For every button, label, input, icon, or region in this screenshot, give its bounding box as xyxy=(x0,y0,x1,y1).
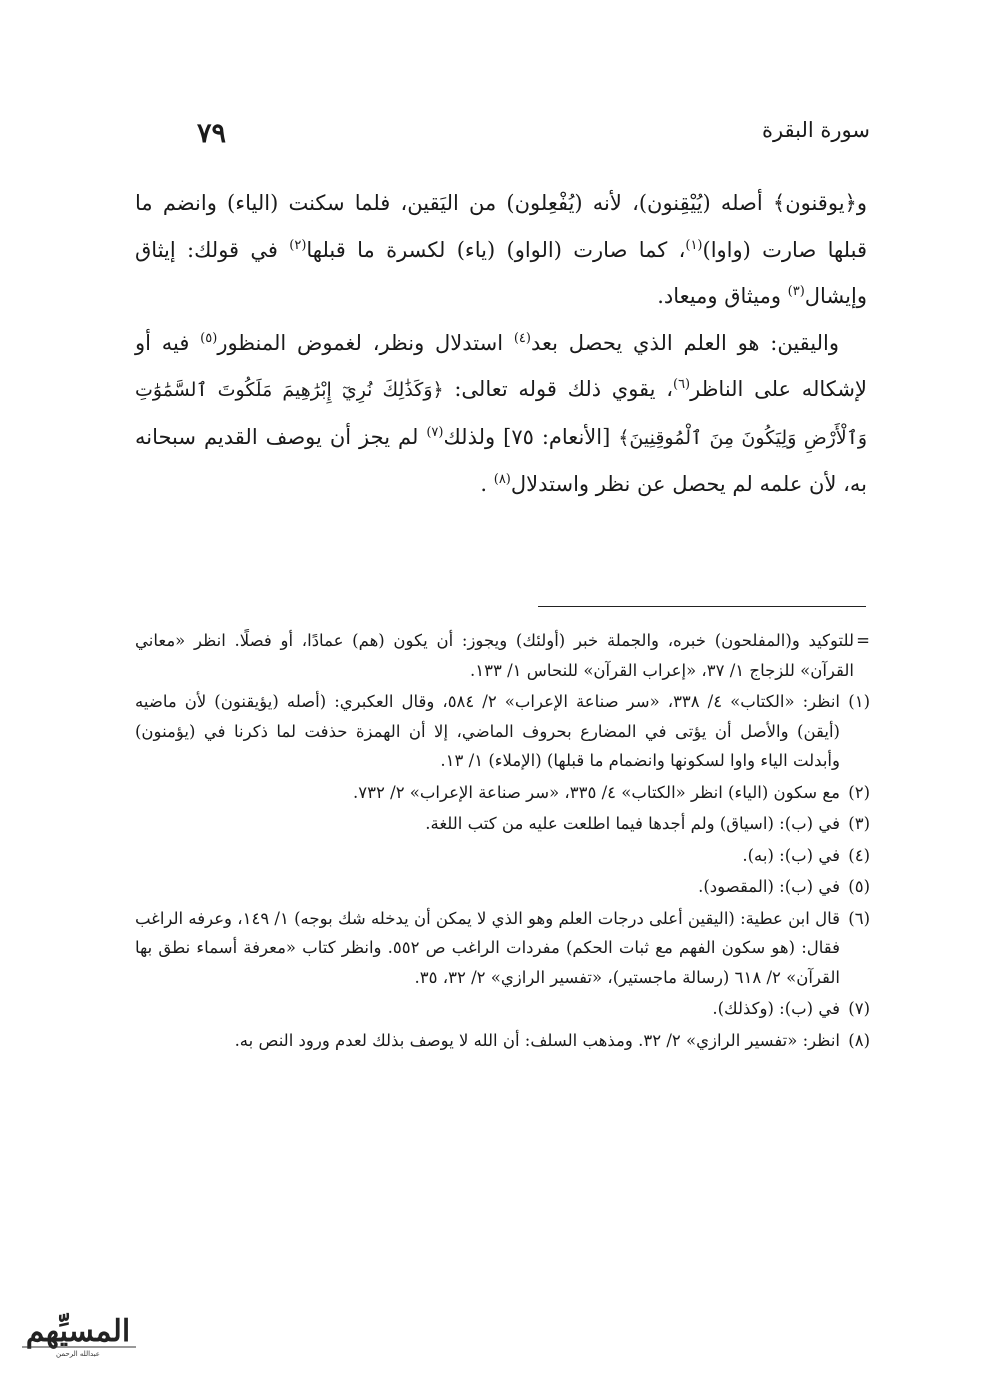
footnote-item xyxy=(135,687,870,776)
text-segment: ، كما صارت (الواو) (ياء) لكسرة ما قبلها xyxy=(306,237,686,262)
footnote-ref[interactable]: (٧) xyxy=(426,424,444,440)
continuation-mark: = xyxy=(856,631,870,650)
footnotes-section xyxy=(135,626,870,1057)
footnote-number: (٥) xyxy=(848,877,870,896)
footnote-item xyxy=(135,778,870,808)
footnote-divider xyxy=(538,606,866,607)
footnote-number: (٢) xyxy=(848,782,870,802)
quran-verse: ﴿وَكَذَٰلِكَ نُرِيٓ إِبْرَٰهِيمَ مَلَكُوتَ ٱلسَّمَٰوَٰتِ وَٱلْأَرْضِ وَلِيَكُونَ مِنَ ٱلْمُوقِنِينَ﴾ xyxy=(135,379,868,449)
text-segment: في قولك: إيثاق وإيشال xyxy=(135,237,867,308)
stamp-small-text: عبدالله الرحمن xyxy=(56,1350,100,1358)
page-number: ٧٩ xyxy=(197,118,227,149)
footnote-number: (٨) xyxy=(848,1030,870,1050)
paragraph-yaqin xyxy=(135,320,867,508)
footnote-ref[interactable]: (٥) xyxy=(200,330,218,346)
footnote-number: (٦) xyxy=(848,908,870,928)
footnote-number: (٣) xyxy=(848,814,870,833)
main-text xyxy=(135,180,867,508)
text-segment: و﴿يوقنون﴾ أصله (يُيْقِنون)، لأنه (يُفْعِلون) من اليَقين، فلما سكنت (الياء) وانضم ما قبلها صارت (واوا) xyxy=(135,191,868,262)
footnote-item xyxy=(135,1026,870,1056)
footnote-number: (١) xyxy=(848,692,870,711)
footnote-ref[interactable]: (٤) xyxy=(513,330,531,346)
footnote-ref[interactable]: (٨) xyxy=(493,472,511,487)
text-segment: واليقين: هو العلم الذي يحصل بعد xyxy=(530,330,840,355)
library-stamp-logo xyxy=(8,1303,148,1359)
footnote-text: انظر: «تفسير الرازي» ٢/ ٣٢. ومذهب السلف: أن الله لا يوصف بذلك لعدم ورود النص به. xyxy=(234,1030,840,1050)
footnote-ref[interactable]: (٣) xyxy=(787,284,805,299)
text-segment: [الأنعام: ٧٥] ولذلك xyxy=(443,424,619,449)
text-segment: استدلال ونظر، لغموض المنظور xyxy=(217,330,514,355)
text-segment: . xyxy=(480,472,494,496)
surah-title: سورة البقرة xyxy=(761,118,870,142)
footnote-item xyxy=(135,872,870,902)
text-segment: وميثاق وميعاد. xyxy=(657,284,788,308)
footnote-text: قال ابن عطية: (اليقين أعلى درجات العلم وهو الذي لا يمكن أن يدخله شك بوجه) ١/ ١٤٩، وعرفه الراغب فقال: (هو سكون الفهم مع ثبات الحكم) مفردات الراغب ص ٥٥٢. وانظر كتاب «معرفة أسماء نطق بها القرآن» ٢/ ٦١٨ (رسالة ماجستير)، «تفسير الرازي» ٢/ ٣٢، ٣٥. xyxy=(134,908,840,987)
footnote-ref[interactable]: (٦) xyxy=(672,377,691,392)
text-segment: ، يقوي ذلك قوله تعالى: xyxy=(443,377,673,401)
footnote-ref[interactable]: (٢) xyxy=(289,237,307,253)
footnote-item xyxy=(135,841,870,871)
footnote-number: (٤) xyxy=(848,845,870,865)
footnote-item xyxy=(135,809,870,839)
footnote-text: في (ب): (المقصود). xyxy=(698,877,840,896)
footnote-ref[interactable]: (١) xyxy=(685,237,703,253)
stamp-main-text: المسيِّهم xyxy=(25,1314,131,1349)
running-header xyxy=(135,118,870,158)
footnote-text: انظر: «الكتاب» ٤/ ٣٣٨، «سر صناعة الإعراب» ٢/ ٥٨٤، وقال العكبري: (أصله (يؤيقنون) لأن ماضيه (أيقن) والأصل أن يؤتى في المضارع بحروف الماضي، إلا أن الهمزة حذفت لما ذكرنا في (يؤمنون) وأبدلت الياء واوا لسكونها وانضمام ما قبلها) (الإملاء) ١/ ١٣. xyxy=(135,692,840,770)
paragraph-yuqinun xyxy=(135,180,867,320)
footnote-item xyxy=(135,904,870,993)
footnote-text: للتوكيد و(المفلحون) خبره، والجملة خبر (أولئك) ويجوز: أن يكون (هم) عمادًا، أو فصلًا. انظر «معاني القرآن» للزجاج ١/ ٣٧، «إعراب القرآن» للنحاس ١/ ١٣٣. xyxy=(135,631,854,680)
footnote-text: في (ب): (وكذلك). xyxy=(712,999,840,1018)
text-segment: لم يجز أن يوصف القديم سبحانه به، لأن علمه لم يحصل عن نظر واستدلال xyxy=(135,424,867,496)
footnote-item xyxy=(135,994,870,1024)
text-segment: فيه أو لإشكاله على الناظر xyxy=(135,330,867,401)
footnote-text: في (ب): (به). xyxy=(742,845,840,865)
footnote-continuation xyxy=(135,626,870,685)
footnote-text: مع سكون (الياء) انظر «الكتاب» ٤/ ٣٣٥، «سر صناعة الإعراب» ٢/ ٧٣٢. xyxy=(353,782,840,802)
footnote-number: (٧) xyxy=(848,999,870,1018)
footnote-text: في (ب): (اسياق) ولم أجدها فيما اطلعت عليه من كتب اللغة. xyxy=(425,814,840,833)
